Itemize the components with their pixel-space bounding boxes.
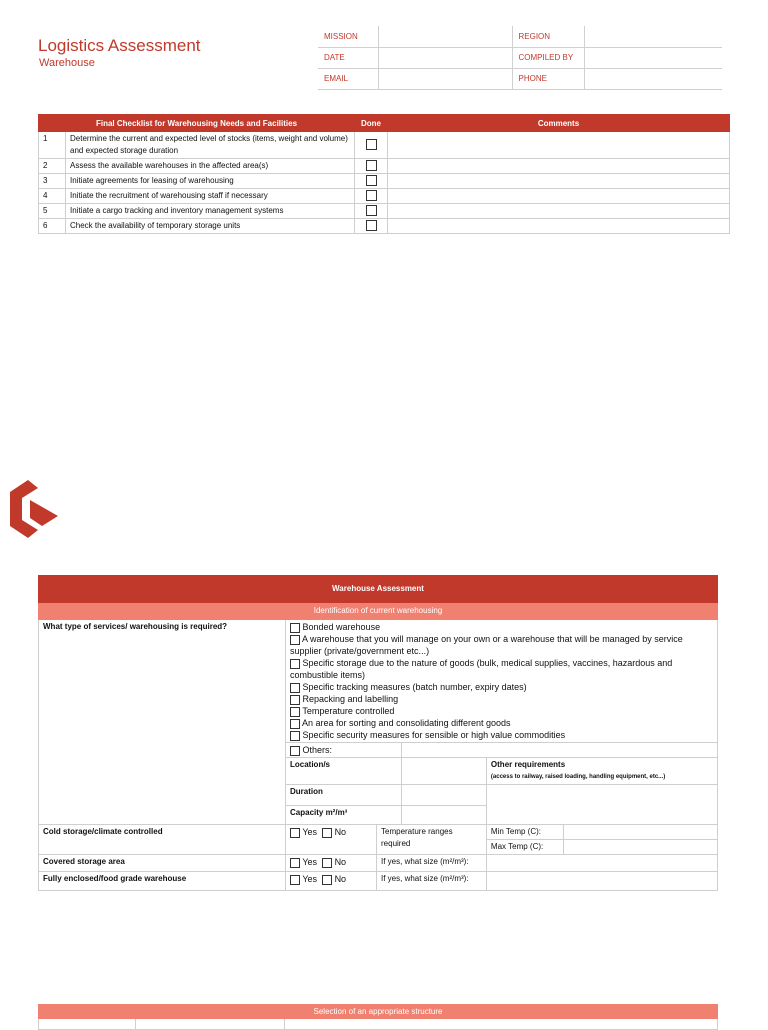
selection-table [38,1004,718,1030]
option-checkbox[interactable] [290,719,300,729]
cold-storage-question: Cold storage/climate controlled [39,825,286,855]
option-item: Specific security measures for sensible or high value commodities [290,729,713,741]
min-temp-label: Min Temp (C): [486,825,563,840]
region-label: REGION [512,26,584,47]
done-checkbox[interactable] [366,205,377,216]
others-field[interactable] [401,743,717,758]
email-label: EMAIL [318,68,378,89]
min-temp-field[interactable] [563,825,717,840]
option-checkbox[interactable] [290,635,300,645]
duration-label: Duration [286,785,402,806]
covered-storage-question: Covered storage area [39,855,286,872]
size-label: If yes, what size (m²/m³): [377,872,487,891]
selection-cell[interactable] [39,1019,136,1030]
max-temp-label: Max Temp (C): [486,840,563,855]
no-checkbox[interactable] [322,858,332,868]
option-item: An area for sorting and consolidating different goods [290,717,713,729]
yes-checkbox[interactable] [290,858,300,868]
meta-table [318,26,722,90]
selection-cell[interactable] [285,1019,718,1030]
no-checkbox[interactable] [322,828,332,838]
row-text: Assess the available warehouses in the affected area(s) [66,159,355,174]
option-checkbox[interactable] [290,695,300,705]
table-row [39,132,730,159]
option-item: Temperature controlled [290,705,713,717]
compiled-by-field[interactable] [584,47,722,68]
comment-field[interactable] [388,204,730,219]
option-item: Bonded warehouse [290,621,713,633]
table-row [39,159,730,174]
size-label: If yes, what size (m²/m³): [377,855,487,872]
done-checkbox[interactable] [366,220,377,231]
others-label: Others: [302,745,333,755]
size-field[interactable] [486,872,717,891]
option-item: Specific tracking measures (batch number, expiry dates) [290,681,713,693]
location-label: Location/s [286,758,402,785]
option-checkbox[interactable] [290,659,300,669]
row-number: 6 [39,219,66,234]
row-text: Determine the current and expected level of stocks (items, weight and volume) and expected storage duration [66,132,355,159]
table-row [39,174,730,189]
others-checkbox[interactable] [290,746,300,756]
row-text: Check the availability of temporary storage units [66,219,355,234]
done-checkbox[interactable] [366,139,377,150]
row-text: Initiate the recruitment of warehousing staff if necessary [66,189,355,204]
logo-chevron-icon [8,478,64,540]
other-requirements-label: Other requirements [490,760,566,769]
capacity-label: Capacity m²/m³ [286,806,402,825]
comment-field[interactable] [388,132,730,159]
compiled-by-label: COMPILED BY [512,47,584,68]
page-subtitle: Warehouse [39,57,95,69]
table-row [39,219,730,234]
row-number: 3 [39,174,66,189]
done-checkbox[interactable] [366,175,377,186]
max-temp-field[interactable] [563,840,717,855]
done-checkbox[interactable] [366,190,377,201]
no-checkbox[interactable] [322,875,332,885]
page-title: Logistics Assessment [38,36,201,55]
option-item: Repacking and labelling [290,693,713,705]
option-item: Specific storage due to the nature of goods (bulk, medical supplies, vaccines, hazardous and combustible items) [290,658,673,680]
selection-cell[interactable] [136,1019,285,1030]
enclosed-warehouse-question: Fully enclosed/food grade warehouse [39,872,286,891]
checklist-header: Final Checklist for Warehousing Needs and Facilities [39,115,355,132]
services-question: What type of services/ warehousing is required? [39,620,286,825]
option-checkbox[interactable] [290,683,300,693]
yes-checkbox[interactable] [290,875,300,885]
services-options [286,620,718,743]
row-text: Initiate a cargo tracking and inventory management systems [66,204,355,219]
location-field[interactable] [401,758,486,785]
option-item: A warehouse that you will manage on your own or a warehouse that will be managed by service supplier (private/government etc...) [290,634,683,656]
option-checkbox[interactable] [290,623,300,633]
selection-title: Selection of an appropriate structure [39,1005,718,1019]
done-header: Done [355,115,388,132]
row-number: 5 [39,204,66,219]
assessment-title: Warehouse Assessment [39,576,718,603]
table-row [39,204,730,219]
option-checkbox[interactable] [290,707,300,717]
yes-checkbox[interactable] [290,828,300,838]
checklist-table [38,114,730,234]
row-number: 4 [39,189,66,204]
phone-field[interactable] [584,68,722,89]
comment-field[interactable] [388,189,730,204]
row-text: Initiate agreements for leasing of warehousing [66,174,355,189]
comments-header: Comments [388,115,730,132]
row-number: 1 [39,132,66,159]
region-field[interactable] [584,26,722,47]
phone-label: PHONE [512,68,584,89]
comment-field[interactable] [388,219,730,234]
temp-ranges-label: Temperature ranges required [377,825,487,855]
capacity-field[interactable] [401,806,486,825]
date-label: DATE [318,47,378,68]
date-field[interactable] [378,47,512,68]
comment-field[interactable] [388,159,730,174]
done-checkbox[interactable] [366,160,377,171]
row-number: 2 [39,159,66,174]
comment-field[interactable] [388,174,730,189]
table-row [39,189,730,204]
option-checkbox[interactable] [290,731,300,741]
other-requirements-field[interactable] [486,785,717,825]
email-field[interactable] [378,68,512,89]
size-field[interactable] [486,855,717,872]
mission-label: MISSION [318,26,378,47]
other-requirements-note: (access to railway, raised loading, handling equipment, etc...) [490,774,666,780]
warehouse-assessment-table: Warehouse Assessment Identification of current warehousing What type of services/ warehousing is required? Bonded warehouse A warehouse that you will manage on your own or a warehouse that will be managed by service supplier (private/government etc...) Specific storage due to the nature of goods (bulk, medical supplies, vaccines, hazardous and combustible items) Specific tracking measures (batch number, expiry dates) Repacking and labelling Temperature controlled An area for sorting and consolidating different goods Specific security measures for sensible or high value commodities Others: Location/s Other requirements (access to railway, raised loading, handling equipment, etc...) Duration Capacity m²/m³ Cold storage/climate controlled Yes No Temperature ranges required Min Temp (C): Max Temp (C): Covered storage area Yes No If yes, what size (m²/m³): Fully enclosed/food grade warehouse Yes No If yes, what size (m²/m³): [38,575,718,891]
section-title: Identification of current warehousing [39,603,718,620]
duration-field[interactable] [401,785,486,806]
mission-field[interactable] [378,26,512,47]
